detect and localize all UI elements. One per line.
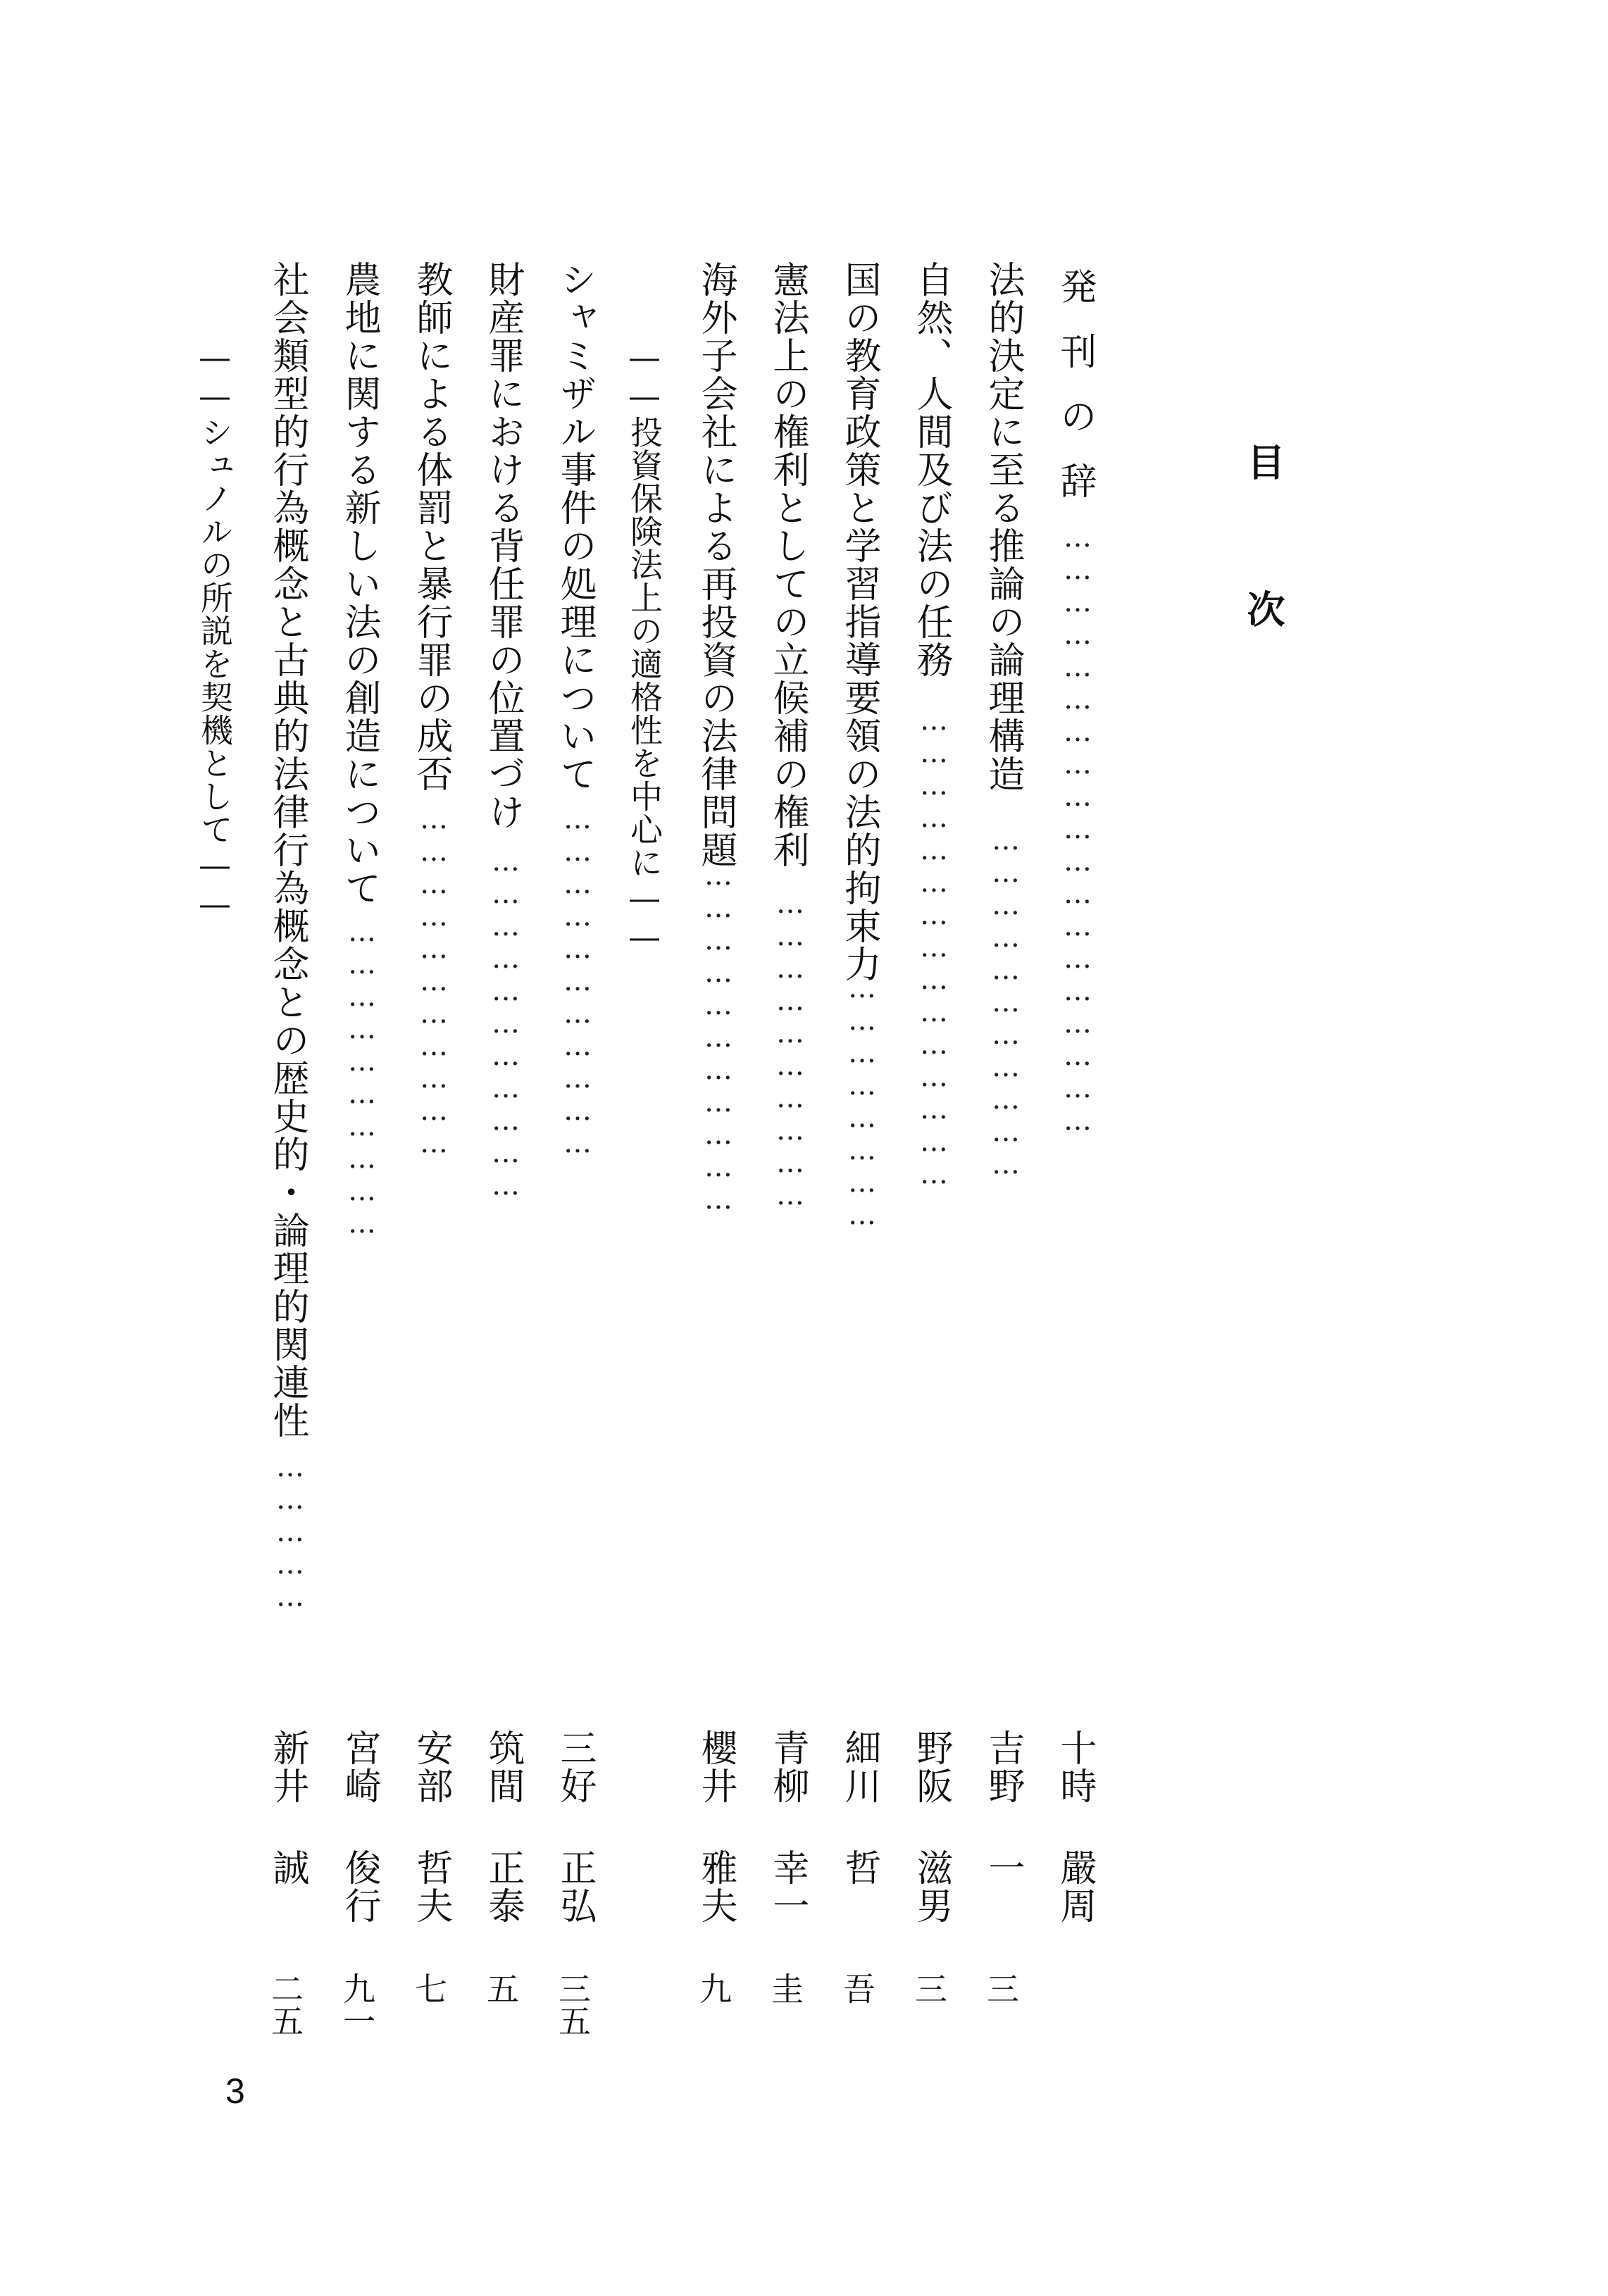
entry-author-6: 三好 正弘: [554, 1729, 596, 1925]
entry-title-1: 法的決定に至る推論の論理構造: [982, 261, 1024, 793]
dot-leader-3: ……………………: [846, 972, 878, 1231]
entry-author-0: 十時 嚴周: [1054, 1729, 1096, 1925]
entry-page-6: 三五: [554, 1972, 592, 2037]
dot-leader-8: ……………………………: [418, 803, 450, 1159]
dot-leader-5: ……………………………: [702, 859, 735, 1216]
entry-page-3: 吾: [838, 1972, 876, 2004]
entry-title-6: シャミザル事件の処理について: [554, 261, 596, 793]
page-number: 3: [225, 2071, 245, 2111]
entry-title-7: 財産罪における背任罪の位置づけ: [482, 261, 524, 831]
dot-leader-4: …………………………: [774, 887, 806, 1211]
entry-title-8: 教師による体罰と暴行罪の成否: [410, 261, 452, 793]
entry-author-10: 新井 誠: [266, 1729, 308, 1887]
entry-page-10: 二五: [266, 1972, 304, 2037]
dot-leader-1: ……………………………: [990, 824, 1022, 1180]
entry-page-7: 五: [482, 1972, 520, 2004]
entry-title-0: 発刊の辞: [1054, 268, 1096, 527]
entry-subtitle-10: ——シュノルの所説を契機として——: [196, 338, 234, 923]
entry-author-5: 櫻井 雅夫: [694, 1729, 737, 1925]
entry-title-3: 国の教育政策と学習指導要領の法的拘束力: [838, 261, 880, 983]
entry-title-10: 社会類型的行為概念と古典的法律行為概念との歴史的・論理的関連性: [266, 261, 308, 1440]
entry-page-9: 九一: [338, 1972, 376, 2037]
entry-author-9: 宮崎 俊行: [338, 1729, 380, 1925]
entry-author-3: 細川 哲: [838, 1729, 880, 1887]
dot-leader-10: ……………: [274, 1451, 306, 1613]
dot-leader-7: ……………………………: [490, 845, 522, 1202]
entry-author-2: 野阪 滋男: [910, 1729, 952, 1925]
entry-title-4: 憲法上の権利としての立候補の権利: [766, 261, 809, 869]
page-title: 目次: [1241, 442, 1285, 737]
entry-author-7: 筑間 正泰: [482, 1729, 524, 1925]
entry-author-4: 青柳 幸一: [766, 1729, 809, 1925]
entry-page-2: 三: [910, 1972, 948, 2004]
dot-leader-6: ……………………………: [561, 803, 594, 1159]
entry-title-5: 海外子会社による再投資の法律問題: [694, 261, 737, 869]
entry-page-5: 九: [694, 1972, 733, 2004]
entry-title-2: 自然、人間及び法の任務: [910, 261, 952, 679]
entry-author-8: 安部 哲夫: [410, 1729, 452, 1925]
entry-page-1: 三: [982, 1972, 1020, 2004]
entry-title-9: 農地に関する新しい法の創造について: [338, 261, 380, 907]
dot-leader-9: …………………………: [346, 916, 378, 1240]
dot-leader-2: ………………………………………: [918, 704, 950, 1190]
dot-leader-0: …………………………………………………: [1061, 521, 1094, 1137]
entry-page-4: 圭: [766, 1972, 804, 2004]
entry-subtitle-5: ——投資保険法上の適格性を中心に——: [625, 338, 663, 956]
entry-page-8: 七: [410, 1972, 448, 2004]
entry-author-1: 吉野 一: [982, 1729, 1024, 1887]
